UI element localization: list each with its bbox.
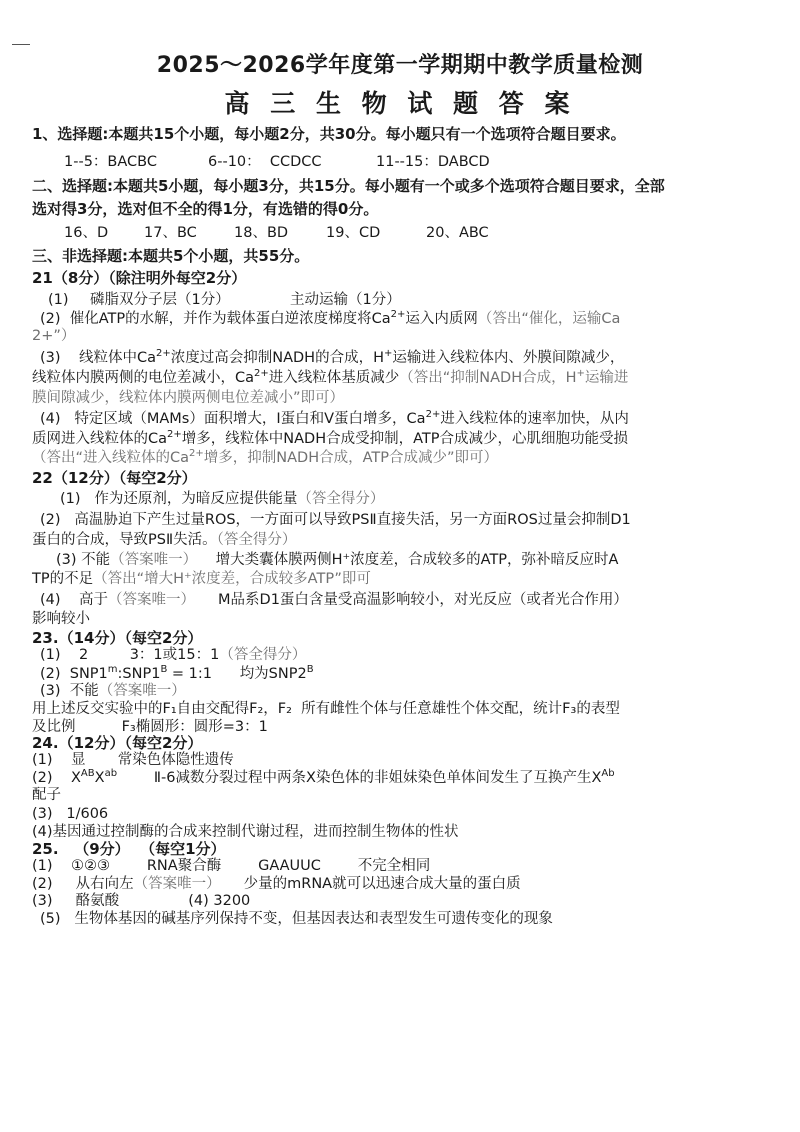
answers-6-10: 6--10： CCDCC bbox=[208, 154, 322, 170]
q22-p4-line1: (4) 高于（答案唯一） M品系D1蛋白含量受高温影响较小，对光反应（或者光合作用） bbox=[40, 592, 628, 608]
answer-17: 17、BC bbox=[144, 225, 197, 241]
q24-p4: (4)基因通过控制酶的合成来控制代谢过程，进而控制生物体的性状 bbox=[32, 824, 459, 840]
q22-heading: 22（12分）（每空2分） bbox=[32, 469, 197, 487]
section3-heading: 三、非选择题:本题共5个小题，共55分。 bbox=[32, 247, 310, 265]
q24-heading: 24.（12分）（每空2分） bbox=[32, 734, 203, 752]
q22-p1: (1) 作为还原剂，为暗反应提供能量（答全得分） bbox=[60, 491, 385, 507]
document-title: 2025～2026学年度第一学期期中教学质量检测 bbox=[156, 53, 644, 78]
q21-p1-number: (1) bbox=[48, 292, 69, 308]
q25-p5: (5) 生物体基因的碱基序列保持不变，但基因表达和表型发生可遗传变化的现象 bbox=[40, 911, 553, 927]
q21-p1-answer-a: 磷脂双分子层（1分） bbox=[90, 292, 230, 308]
q23-heading: 23.（14分）（每空2分） bbox=[32, 629, 203, 647]
q22-p2-line1: (2) 高温胁迫下产生过量ROS，一方面可以导致PSⅡ直接失活，另一方面ROS过量会抑制D1 bbox=[40, 512, 631, 528]
section2-heading-line2: 选对得3分，选对但不全的得1分，有选错的得0分。 bbox=[32, 200, 379, 218]
q21-p3-line3: 膜间隙减少，线粒体内膜两侧电位差减小”即可） bbox=[32, 390, 345, 406]
q24-p2-line2: 配子 bbox=[32, 787, 61, 803]
q21-p3-line2: 线粒体内膜两侧的电位差减小，$Ca^{2+}$进入线粒体基质减少（答出“抑制NADH合成，H+运输进 bbox=[32, 368, 629, 386]
q24-p1: (1) 显 常染色体隐性遗传 bbox=[32, 752, 234, 768]
q21-p4-line1: (4) 特定区域（MAMs）面积增大，I蛋白和V蛋白增多，$Ca^{2+}$进入线粒体的速率加快，从内 bbox=[40, 409, 629, 427]
answer-20: 20、ABC bbox=[426, 225, 489, 241]
q25-heading: 25. （9分） （每空1分） bbox=[32, 840, 226, 858]
q25-p1: (1) ①②③ RNA聚合酶 GAAUUC 不完全相同 bbox=[32, 858, 431, 874]
section2-heading-line1: 二、选择题:本题共5小题，每小题3分，共15分。每小题有一个或多个选项符合题目要求，全部 bbox=[32, 177, 665, 195]
q22-p3-line2: TP的不足（答出“增大H⁺浓度差，合成较多ATP”即可 bbox=[32, 571, 371, 587]
q21-p4-line2: 质网进入线粒体的$Ca^{2+}$增多，线粒体中NADH合成受抑制，ATP合成减少，心肌细胞功能受损 bbox=[32, 429, 628, 447]
q23-p4-line2: 及比例 F₃椭圆形：圆形=3：1 bbox=[32, 719, 268, 735]
q21-p2-line1: (2) 催化ATP的水解，并作为载体蛋白逆浓度梯度将$Ca^{2+}$运入内质网（答出“催化，运输Ca bbox=[40, 309, 621, 327]
q23-p2: (2) $SNP1^m:SNP1^B$ = 1:1 均为$SNP2^B$ bbox=[40, 664, 314, 682]
answer-18: 18、BD bbox=[234, 225, 289, 241]
answers-1-5: 1--5：BACBC bbox=[64, 154, 157, 170]
q25-p3-p4: (3) 酪氨酸 (4) 3200 bbox=[32, 893, 251, 909]
q22-p2-line2: 蛋白的合成，导致PSⅡ失活。（答全得分） bbox=[32, 532, 297, 548]
q21-p3-line1: (3) 线粒体中$Ca^{2+}$浓度过高会抑制NADH的合成，H+运输进入线粒体内、外膜间隙减少， bbox=[40, 348, 625, 366]
answers-11-15: 11--15：DABCD bbox=[376, 154, 490, 170]
answer-19: 19、CD bbox=[326, 225, 381, 241]
q21-heading: 21（8分）（除注明外每空2分） bbox=[32, 269, 247, 287]
document-subtitle: 高 三 生 物 试 题 答 案 bbox=[224, 89, 576, 118]
q23-p1: (1) 2 3：1或15：1（答全得分） bbox=[40, 647, 307, 663]
q22-p3-line1: (3) 不能（答案唯一） 增大类囊体膜两侧H⁺浓度差，合成较多的ATP，弥补暗反应时A bbox=[56, 552, 619, 568]
q25-p2: (2) 从右向左（答案唯一） 少量的mRNA就可以迅速合成大量的蛋白质 bbox=[32, 876, 521, 892]
q21-p4-line3: （答出“进入线粒体的$Ca^{2+}$增多，抑制NADH合成，ATP合成减少”即可） bbox=[32, 448, 499, 466]
q21-p1-answer-b: 主动运输（1分） bbox=[290, 292, 401, 308]
answer-16: 16、D bbox=[64, 225, 109, 241]
q23-p3: (3) 不能（答案唯一） bbox=[40, 683, 186, 699]
q24-p2-line1: (2) $X^{AB}X^{ab}$ Ⅱ-6减数分裂过程中两条X染色体的非姐妹染色单体间发生了互换产生$X^{Ab}$ bbox=[32, 768, 615, 786]
q23-p4-line1: 用上述反交实验中的F₁自由交配得F₂，F₂ 所有雌性个体与任意雄性个体交配，统计F₃的表型 bbox=[32, 701, 620, 717]
q21-p2-line2: 2+”） bbox=[32, 328, 76, 344]
q24-p3: (3) 1/606 bbox=[32, 806, 109, 822]
section1-heading: 1、选择题:本题共15个小题，每小题2分，共30分。每小题只有一个选项符合题目要求。 bbox=[32, 125, 626, 143]
corner-mark bbox=[12, 44, 30, 45]
q22-p4-line2: 影响较小 bbox=[32, 611, 90, 627]
